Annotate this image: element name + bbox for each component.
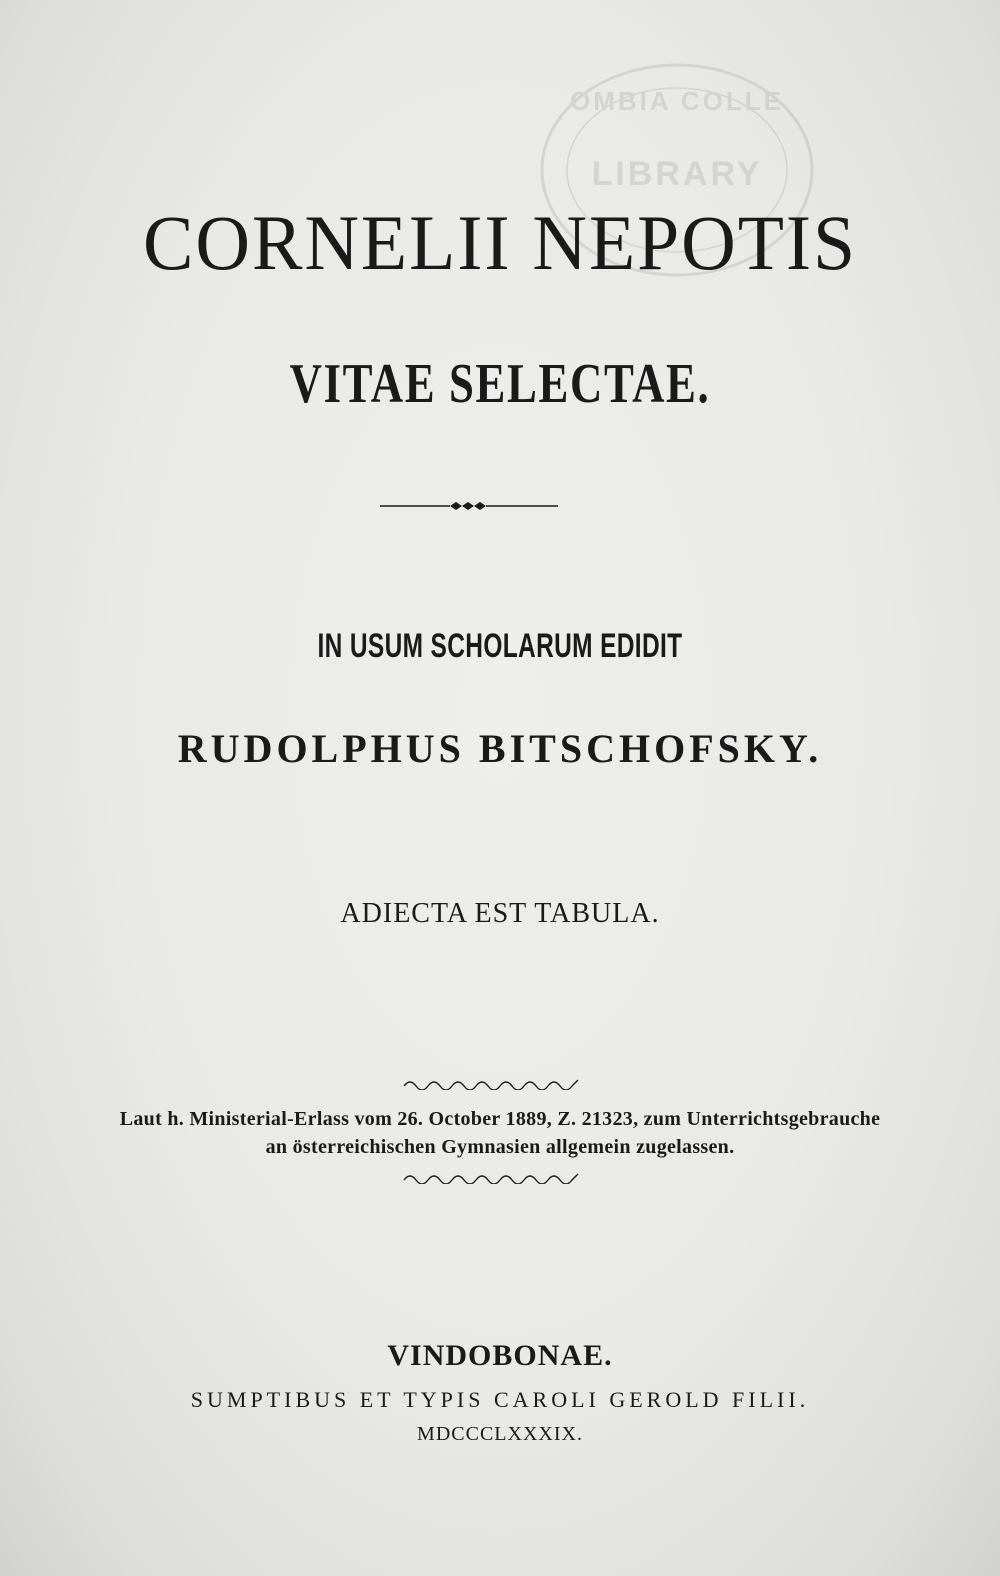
wavy-rule-icon — [402, 1076, 580, 1090]
addendum-note: ADIECTA EST TABULA. — [340, 898, 660, 929]
editor-intro: IN USUM SCHOLARUM EDIDIT — [317, 627, 683, 665]
book-title: CORNELII NEPOTIS — [142, 199, 858, 286]
approval-line-1: Laut h. Ministerial-Erlass vom 26. October 1889, Z. 21323, zum Unterrichtsgebrauche — [119, 1108, 881, 1130]
stamp-center-text: LIBRARY — [591, 155, 763, 193]
book-subtitle: VITAE SELECTAE. — [289, 353, 711, 415]
publisher-line: SUMPTIBUS ET TYPIS CAROLI GEROLD FILII. — [190, 1387, 810, 1412]
approval-line-2: an österreichischen Gymnasien allgemein zugelassen. — [265, 1136, 735, 1158]
ornament-divider-icon — [380, 494, 560, 518]
stamp-top-text: OMBIA COLLE — [569, 86, 785, 116]
wavy-rule-icon — [402, 1170, 580, 1184]
editor-name: RUDOLPHUS BITSCHOFSKY. — [177, 726, 823, 771]
approval-notice — [0, 1105, 1000, 1161]
publication-place: VINDOBONAE. — [387, 1339, 613, 1372]
publication-year: MDCCCLXXXIX. — [417, 1423, 583, 1445]
